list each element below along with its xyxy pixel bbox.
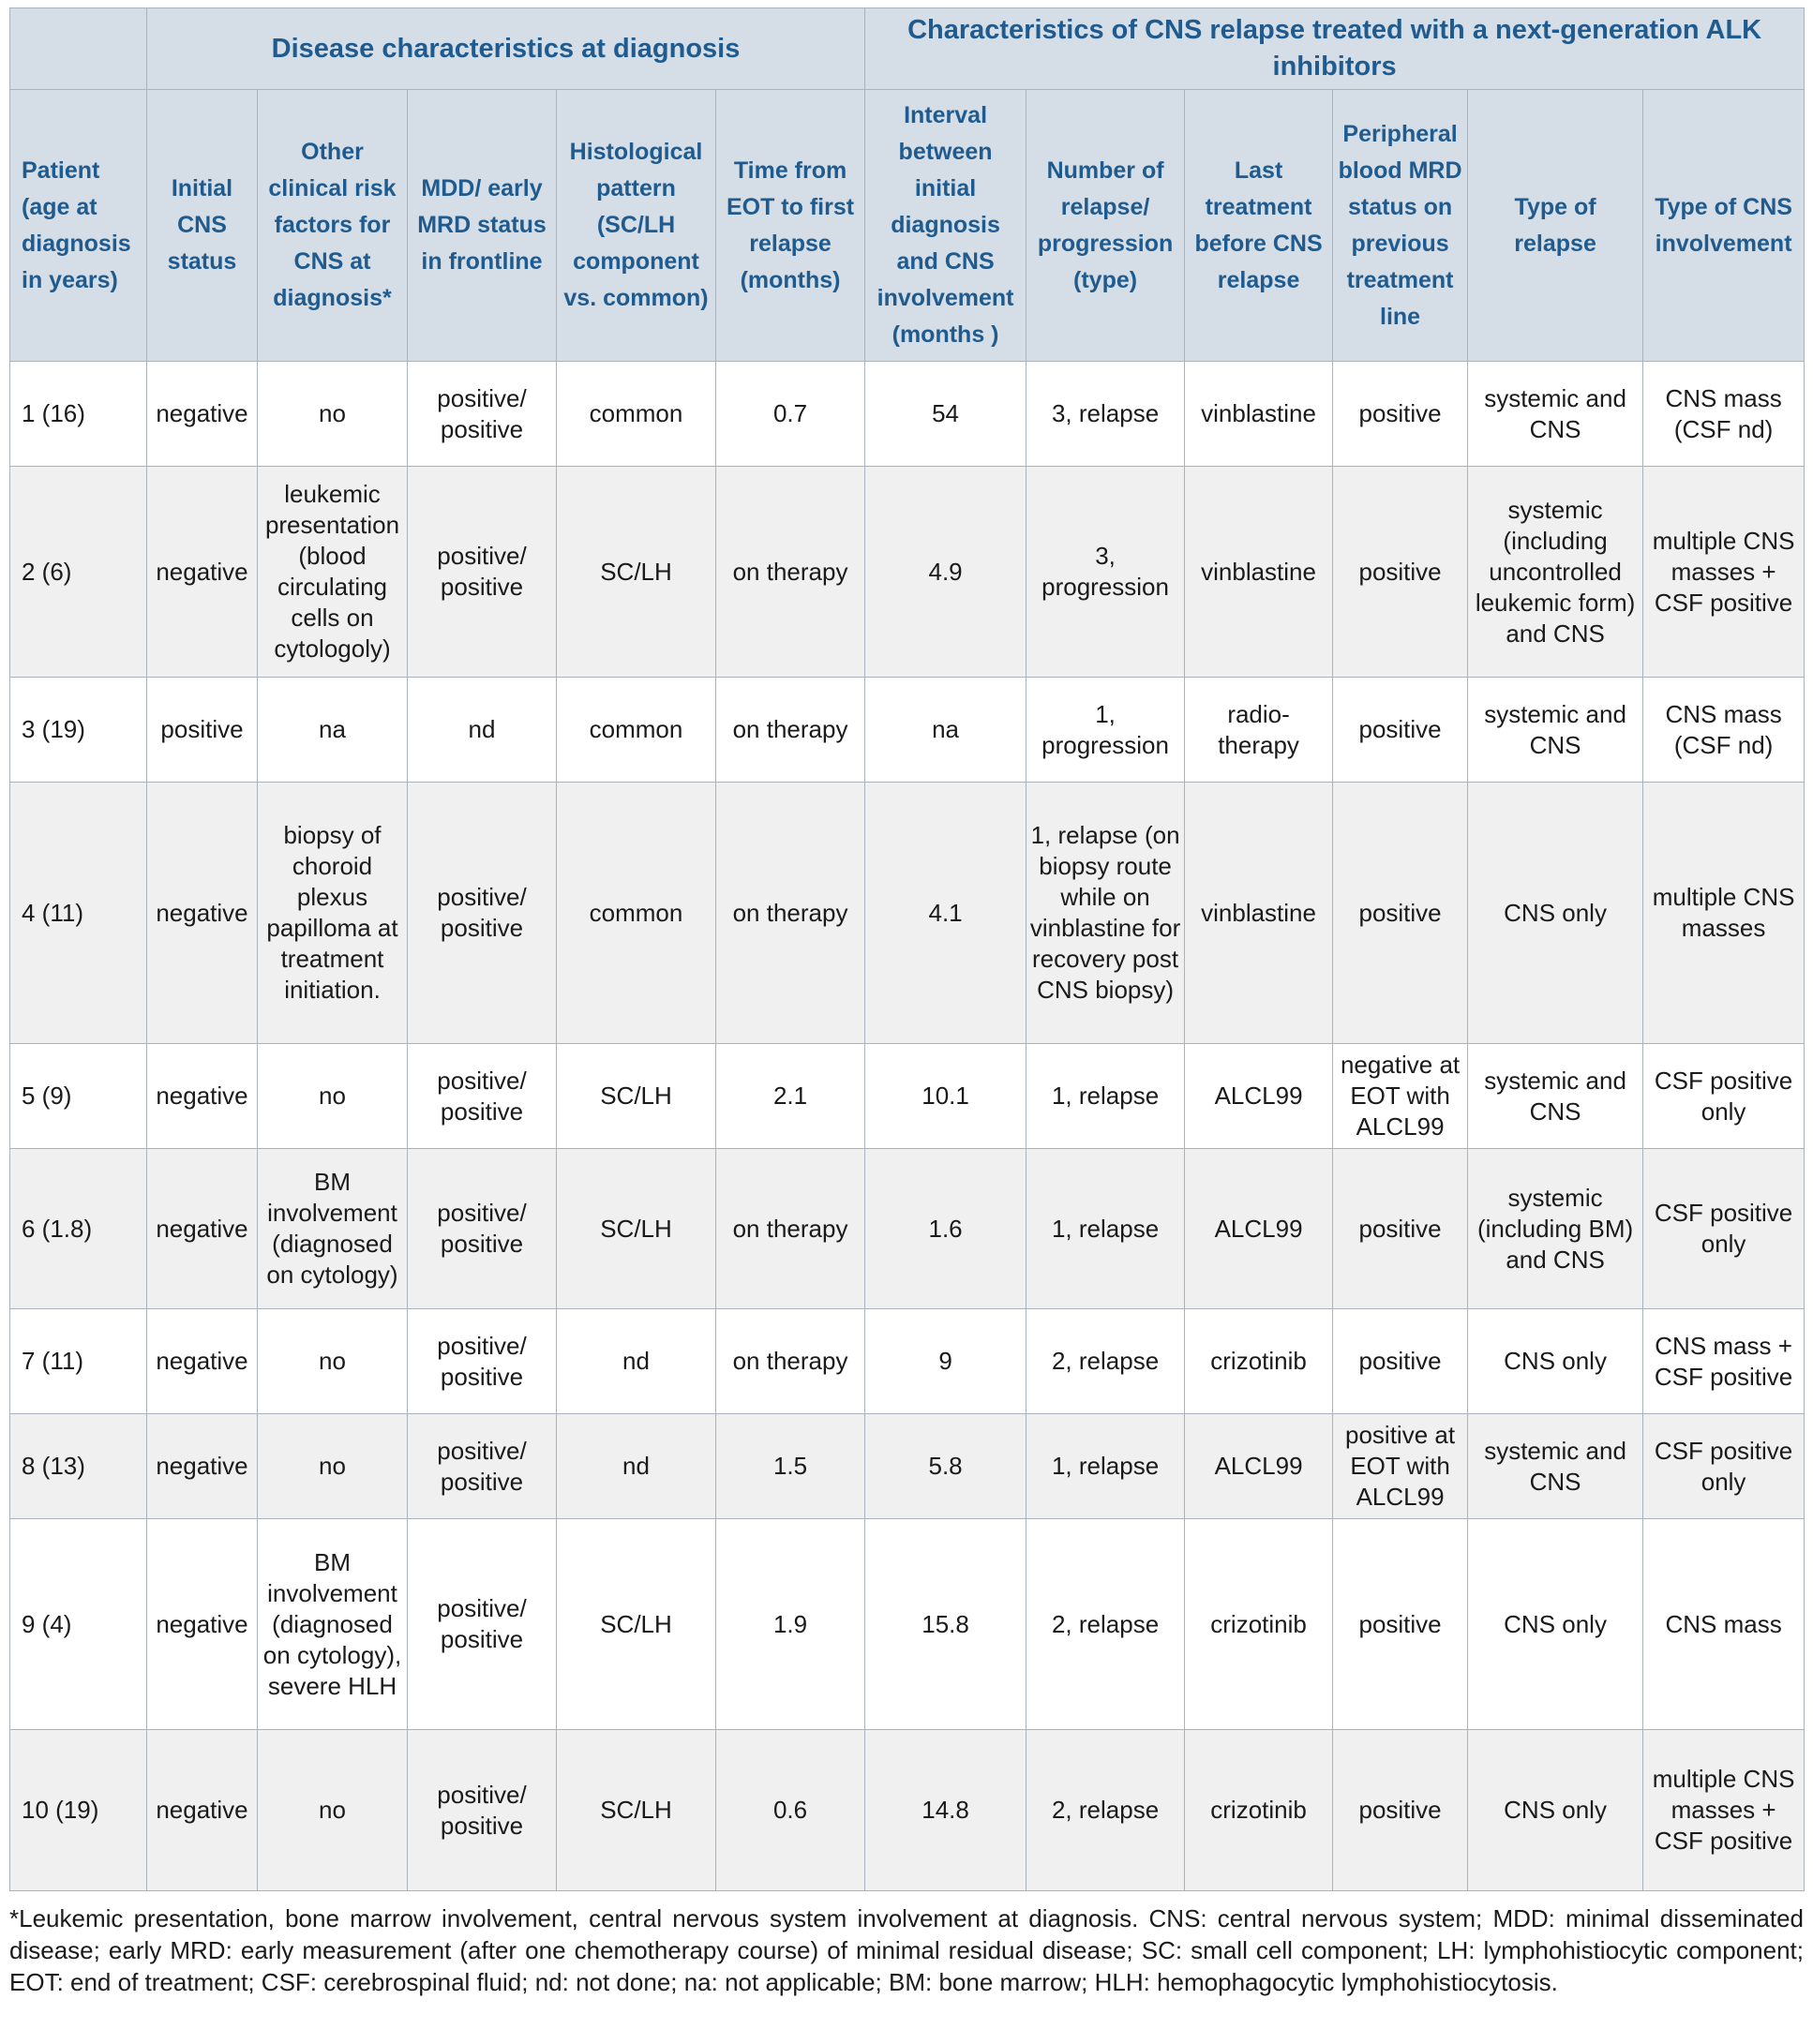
table-cell: 1 (16) [10, 362, 147, 467]
table-cell: CNS only [1468, 783, 1643, 1044]
table-cell: 5 (9) [10, 1044, 147, 1149]
table-cell: positive [1333, 467, 1468, 678]
column-header: Histological pattern (SC/LH component vs. common) [557, 90, 716, 362]
table-cell: radio-therapy [1185, 678, 1333, 783]
table-cell: CNS mass (CSF nd) [1643, 678, 1805, 783]
table-cell: 9 [865, 1309, 1026, 1414]
table-cell: no [258, 362, 408, 467]
table-cell: ALCL99 [1185, 1149, 1333, 1309]
column-header-row [10, 90, 1805, 362]
column-header: Patient (age at diagnosis in years) [10, 90, 147, 362]
table-body [10, 362, 1805, 1891]
table-cell: SC/LH [557, 1044, 716, 1149]
column-header: Other clinical risk factors for CNS at diagnosis* [258, 90, 408, 362]
table-cell: 2, relapse [1026, 1519, 1185, 1730]
group-header-disease: Disease characteristics at diagnosis [147, 8, 865, 90]
table-cell: 3, relapse [1026, 362, 1185, 467]
table-cell: nd [557, 1414, 716, 1519]
table-cell: negative [147, 1044, 258, 1149]
table-row [10, 1519, 1805, 1730]
table-cell: positive [1333, 1730, 1468, 1891]
table-cell: CNS mass + CSF positive [1643, 1309, 1805, 1414]
table-cell: negative [147, 362, 258, 467]
column-header: Interval between initial diagnosis and CNS involvement (months ) [865, 90, 1026, 362]
table-row [10, 1730, 1805, 1891]
table-cell: SC/LH [557, 1149, 716, 1309]
table-cell: positive/ positive [408, 362, 557, 467]
table-cell: positive/ positive [408, 1309, 557, 1414]
table-cell: 1, relapse [1026, 1149, 1185, 1309]
table-cell: 1.5 [716, 1414, 865, 1519]
table-cell: SC/LH [557, 1519, 716, 1730]
table-cell: SC/LH [557, 467, 716, 678]
table-cell: 1, relapse [1026, 1044, 1185, 1149]
column-header: Peripheral blood MRD status on previous treatment line [1333, 90, 1468, 362]
table-cell: BM involvement (diagnosed on cytology) [258, 1149, 408, 1309]
table-cell: no [258, 1414, 408, 1519]
table-cell: na [865, 678, 1026, 783]
column-header: Time from EOT to first relapse (months) [716, 90, 865, 362]
table-cell: vinblastine [1185, 467, 1333, 678]
table-cell: negative [147, 467, 258, 678]
table-cell: 1, relapse (on biopsy route while on vinblastine for recovery post CNS biopsy) [1026, 783, 1185, 1044]
column-header: Last treatment before CNS relapse [1185, 90, 1333, 362]
table-cell: positive [1333, 362, 1468, 467]
table-cell: positive [1333, 1519, 1468, 1730]
table-cell: common [557, 783, 716, 1044]
table-cell: positive/ positive [408, 1730, 557, 1891]
table-cell: BM involvement (diagnosed on cytology), severe HLH [258, 1519, 408, 1730]
table-cell: 0.6 [716, 1730, 865, 1891]
group-header-relapse: Characteristics of CNS relapse treated with a next-generation ALK inhibitors [865, 8, 1805, 90]
table-cell: negative [147, 1149, 258, 1309]
table-cell: on therapy [716, 678, 865, 783]
table-cell: nd [408, 678, 557, 783]
table-cell: 3, progression [1026, 467, 1185, 678]
table-cell: positive [147, 678, 258, 783]
table-cell: CNS only [1468, 1730, 1643, 1891]
table-cell: multiple CNS masses [1643, 783, 1805, 1044]
table-cell: common [557, 678, 716, 783]
table-cell: negative at EOT with ALCL99 [1333, 1044, 1468, 1149]
table-cell: 6 (1.8) [10, 1149, 147, 1309]
patient-table [9, 7, 1805, 1891]
table-cell: positive at EOT with ALCL99 [1333, 1414, 1468, 1519]
table-container [9, 7, 1804, 1891]
table-cell: negative [147, 1519, 258, 1730]
table-cell: systemic (including uncontrolled leukemic form) and CNS [1468, 467, 1643, 678]
table-cell: 1.9 [716, 1519, 865, 1730]
table-cell: ALCL99 [1185, 1414, 1333, 1519]
table-cell: 7 (11) [10, 1309, 147, 1414]
column-header: Type of relapse [1468, 90, 1643, 362]
table-cell: positive [1333, 1309, 1468, 1414]
table-cell: 1.6 [865, 1149, 1026, 1309]
table-cell: positive/ positive [408, 1519, 557, 1730]
column-header: Initial CNS status [147, 90, 258, 362]
table-cell: negative [147, 783, 258, 1044]
table-cell: crizotinib [1185, 1730, 1333, 1891]
table-row [10, 1149, 1805, 1309]
table-cell: 10 (19) [10, 1730, 147, 1891]
table-cell: systemic and CNS [1468, 678, 1643, 783]
table-cell: common [557, 362, 716, 467]
table-cell: multiple CNS masses + CSF positive [1643, 1730, 1805, 1891]
column-header: MDD/ early MRD status in frontline [408, 90, 557, 362]
table-row [10, 783, 1805, 1044]
table-row [10, 678, 1805, 783]
table-cell: negative [147, 1309, 258, 1414]
column-header: Type of CNS involvement [1643, 90, 1805, 362]
table-row [10, 1044, 1805, 1149]
table-cell: vinblastine [1185, 362, 1333, 467]
table-cell: 1, relapse [1026, 1414, 1185, 1519]
table-cell: 5.8 [865, 1414, 1026, 1519]
group-header-blank [10, 8, 147, 90]
table-cell: 0.7 [716, 362, 865, 467]
table-cell: 8 (13) [10, 1414, 147, 1519]
table-cell: CNS mass (CSF nd) [1643, 362, 1805, 467]
table-cell: vinblastine [1185, 783, 1333, 1044]
table-cell: 15.8 [865, 1519, 1026, 1730]
table-cell: 4.1 [865, 783, 1026, 1044]
table-cell: ALCL99 [1185, 1044, 1333, 1149]
table-cell: positive/ positive [408, 1149, 557, 1309]
table-cell: 1, progression [1026, 678, 1185, 783]
table-cell: negative [147, 1730, 258, 1891]
table-cell: systemic and CNS [1468, 1414, 1643, 1519]
table-cell: 4.9 [865, 467, 1026, 678]
table-cell: na [258, 678, 408, 783]
table-row [10, 362, 1805, 467]
table-cell: systemic and CNS [1468, 1044, 1643, 1149]
table-cell: positive/ positive [408, 783, 557, 1044]
table-cell: 10.1 [865, 1044, 1026, 1149]
table-cell: CSF positive only [1643, 1044, 1805, 1149]
table-cell: leukemic presentation (blood circulating cells on cytologoly) [258, 467, 408, 678]
footnote: *Leukemic presentation, bone marrow involvement, central nervous system involvement at diagnosis. CNS: central nervous system; MDD: minimal disseminated disease; early MRD: early measurement (after one chemotherapy course) of minimal residual disease; SC: small cell component; LH: lymphohistiocytic component; EOT: end of treatment; CSF: cerebrospinal fluid; nd: not done; na: not applicable; BM: bone marrow; HLH: hemophagocytic lymphohistiocytosis. [9, 1904, 1804, 1996]
table-cell: 9 (4) [10, 1519, 147, 1730]
table-cell: CSF positive only [1643, 1149, 1805, 1309]
table-cell: 3 (19) [10, 678, 147, 783]
table-cell: 54 [865, 362, 1026, 467]
column-header: Number of relapse/ progression (type) [1026, 90, 1185, 362]
table-cell: positive [1333, 678, 1468, 783]
table-cell: CSF positive only [1643, 1414, 1805, 1519]
table-cell: nd [557, 1309, 716, 1414]
table-cell: 2, relapse [1026, 1309, 1185, 1414]
table-cell: no [258, 1730, 408, 1891]
table-cell: positive/ positive [408, 467, 557, 678]
table-cell: on therapy [716, 1149, 865, 1309]
table-cell: biopsy of choroid plexus papilloma at treatment initiation. [258, 783, 408, 1044]
table-cell: 4 (11) [10, 783, 147, 1044]
table-cell: on therapy [716, 783, 865, 1044]
table-cell: CNS mass [1643, 1519, 1805, 1730]
table-cell: on therapy [716, 467, 865, 678]
table-cell: CNS only [1468, 1519, 1643, 1730]
table-cell: systemic (including BM) and CNS [1468, 1149, 1643, 1309]
table-cell: on therapy [716, 1309, 865, 1414]
table-cell: 14.8 [865, 1730, 1026, 1891]
table-row [10, 1414, 1805, 1519]
table-cell: CNS only [1468, 1309, 1643, 1414]
table-cell: negative [147, 1414, 258, 1519]
table-cell: 2 (6) [10, 467, 147, 678]
table-cell: no [258, 1044, 408, 1149]
table-cell: positive [1333, 783, 1468, 1044]
table-row [10, 467, 1805, 678]
table-cell: crizotinib [1185, 1519, 1333, 1730]
table-row [10, 1309, 1805, 1414]
table-cell: 2, relapse [1026, 1730, 1185, 1891]
table-cell: no [258, 1309, 408, 1414]
table-cell: crizotinib [1185, 1309, 1333, 1414]
table-cell: positive/ positive [408, 1414, 557, 1519]
table-cell: systemic and CNS [1468, 362, 1643, 467]
table-cell: multiple CNS masses + CSF positive [1643, 467, 1805, 678]
table-cell: positive/ positive [408, 1044, 557, 1149]
table-cell: SC/LH [557, 1730, 716, 1891]
group-header-row [10, 8, 1805, 90]
table-cell: positive [1333, 1149, 1468, 1309]
table-cell: 2.1 [716, 1044, 865, 1149]
